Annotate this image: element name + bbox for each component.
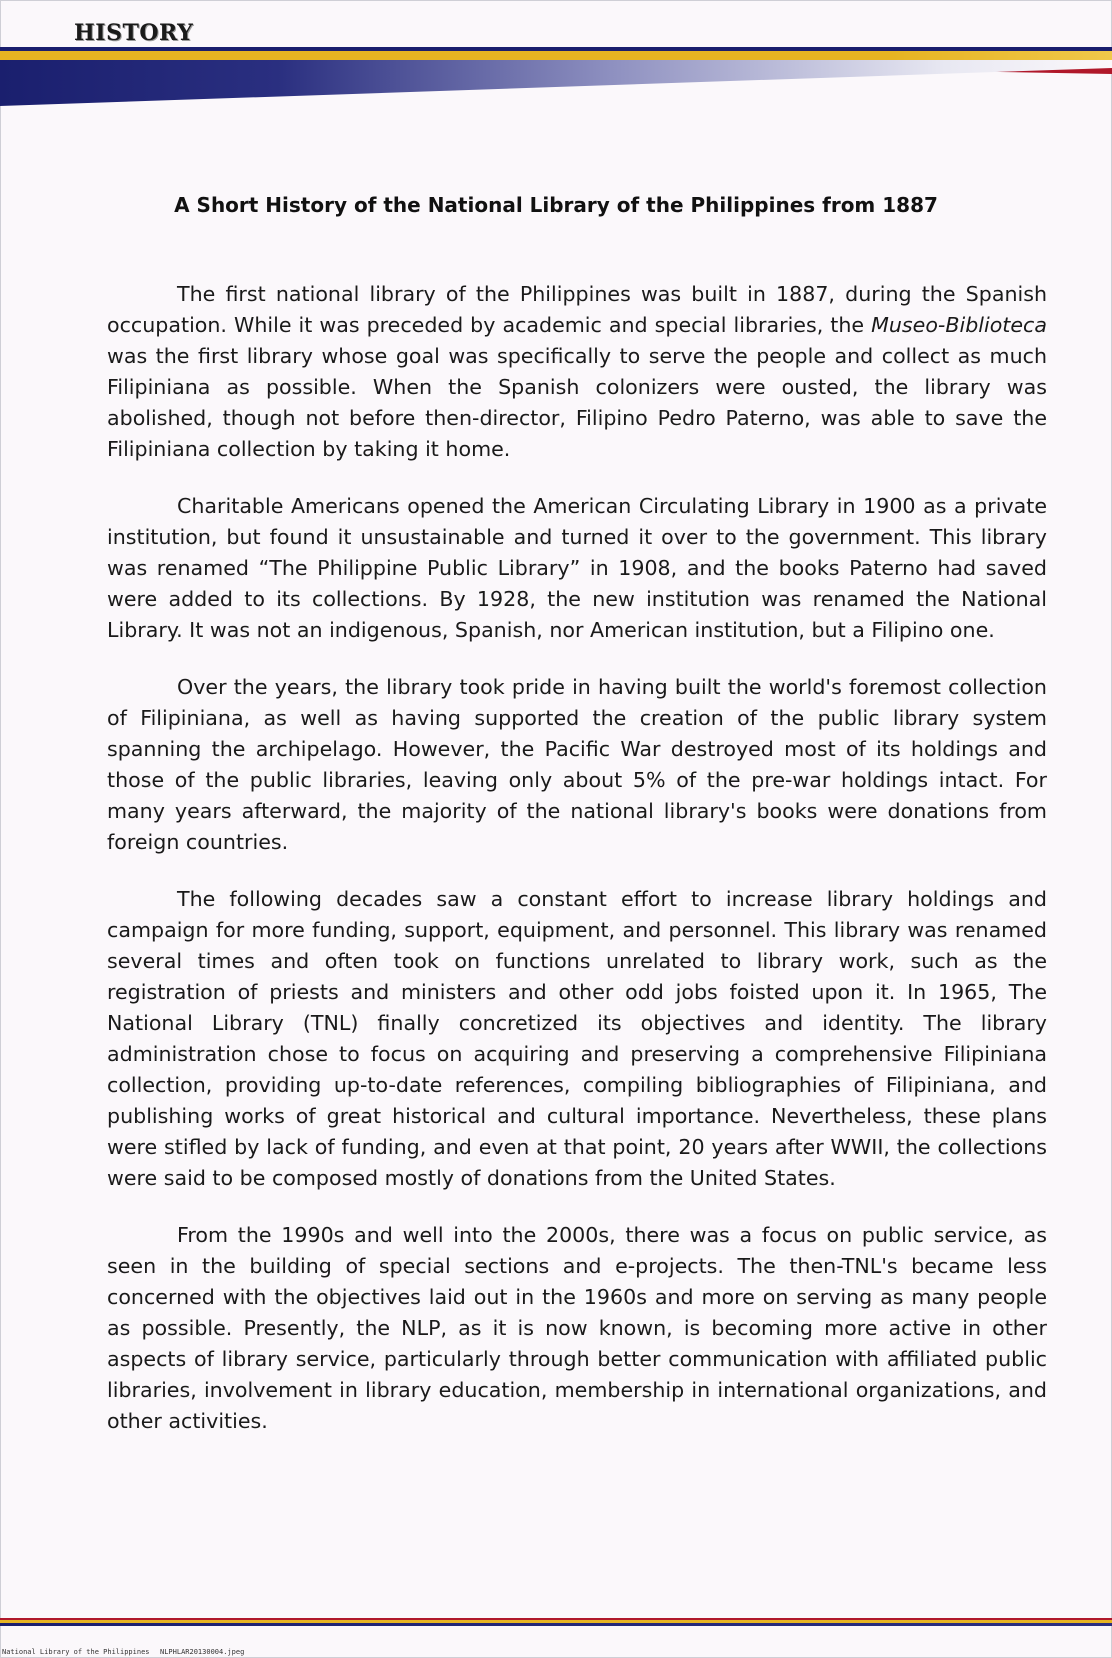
footer-red-line [0,1618,1112,1620]
footer-filename: NLPHLAR20130004.jpeg [160,1648,245,1656]
footer-banner [0,1614,1112,1634]
paragraph-5: From the 1990s and well into the 2000s, there was a focus on public service, as seen in the building of special sections and e-projects. The then-TNL's became less concerned with the objectives laid out in the 1960s and more on serving as many people as possible. Presently, the NLP, as it is now known, is becoming more active in other aspects of library service, particularly through better communication with affiliated public libraries, involvement in library education, membership in international organizations, and other activities. [107,1223,1047,1433]
museo-biblioteca-term: Museo-Biblioteca [871,313,1047,337]
paragraph-4: The following decades saw a constant effort to increase library holdings and campaign for more funding, support, equipment, and personnel. This library was renamed several times and often took on functions unrelated to library work, such as the registration of priests and ministers and other odd jobs foisted upon it. In 1965, The National Library (TNL) finally concretized its objectives and identity. The library administration chose to focus on acquiring and preserving a comprehensive Filipiniana collection, providing up-to-date references, compiling bibliographies of Filipiniana, and publishing works of great historical and cultural importance. Nevertheless, these plans were stifled by lack of funding, and even at that point, 20 years after WWII, the collections were said to be composed mostly of donations from the United States. [107,887,1047,1190]
footer-gold-line [0,1620,1112,1623]
paragraph-3: Over the years, the library took pride in having built the world's foremost collection of Filipiniana, as well as having supported the creation of the public library system spanning the archipelago. However, the Pacific War destroyed most of its holdings and those of the public libraries, leaving only about 5% of the pre-war holdings intact. For many years afterward, the majority of the national library's books were donations from foreign countries. [107,675,1047,854]
article-body [107,279,1047,1463]
section-label: HISTORY [74,20,194,46]
header-gold-stripe [0,51,1112,60]
header-navy-band [0,60,1112,106]
header-navy-line [0,47,1112,51]
paragraph-1: The first national library of the Philippines was built in 1887, during the Spanish occupation. While it was preceded by academic and special libraries, the Museo-Biblioteca was the first library whose goal was specifically to serve the people and collect as much Filipiniana as possible. When the Spanish colonizers were ousted, the library was abolished, though not before then-director, Filipino Pedro Paterno, was able to save the Filipiniana collection by taking it home. [107,282,1047,461]
footer-navy-line [0,1623,1112,1626]
header-banner [0,0,1112,110]
footer-source: National Library of the Philippines [2,1648,150,1656]
document-title: A Short History of the National Library of the Philippines from 1887 [174,193,938,217]
paragraph-2: Charitable Americans opened the American Circulating Library in 1900 as a private institution, but found it unsustainable and turned it over to the government. This library was renamed “The Philippine Public Library” in 1908, and the books Paterno had saved were added to its collections. By 1928, the new institution was renamed the National Library. It was not an indigenous, Spanish, nor American institution, but a Filipino one. [107,494,1047,642]
